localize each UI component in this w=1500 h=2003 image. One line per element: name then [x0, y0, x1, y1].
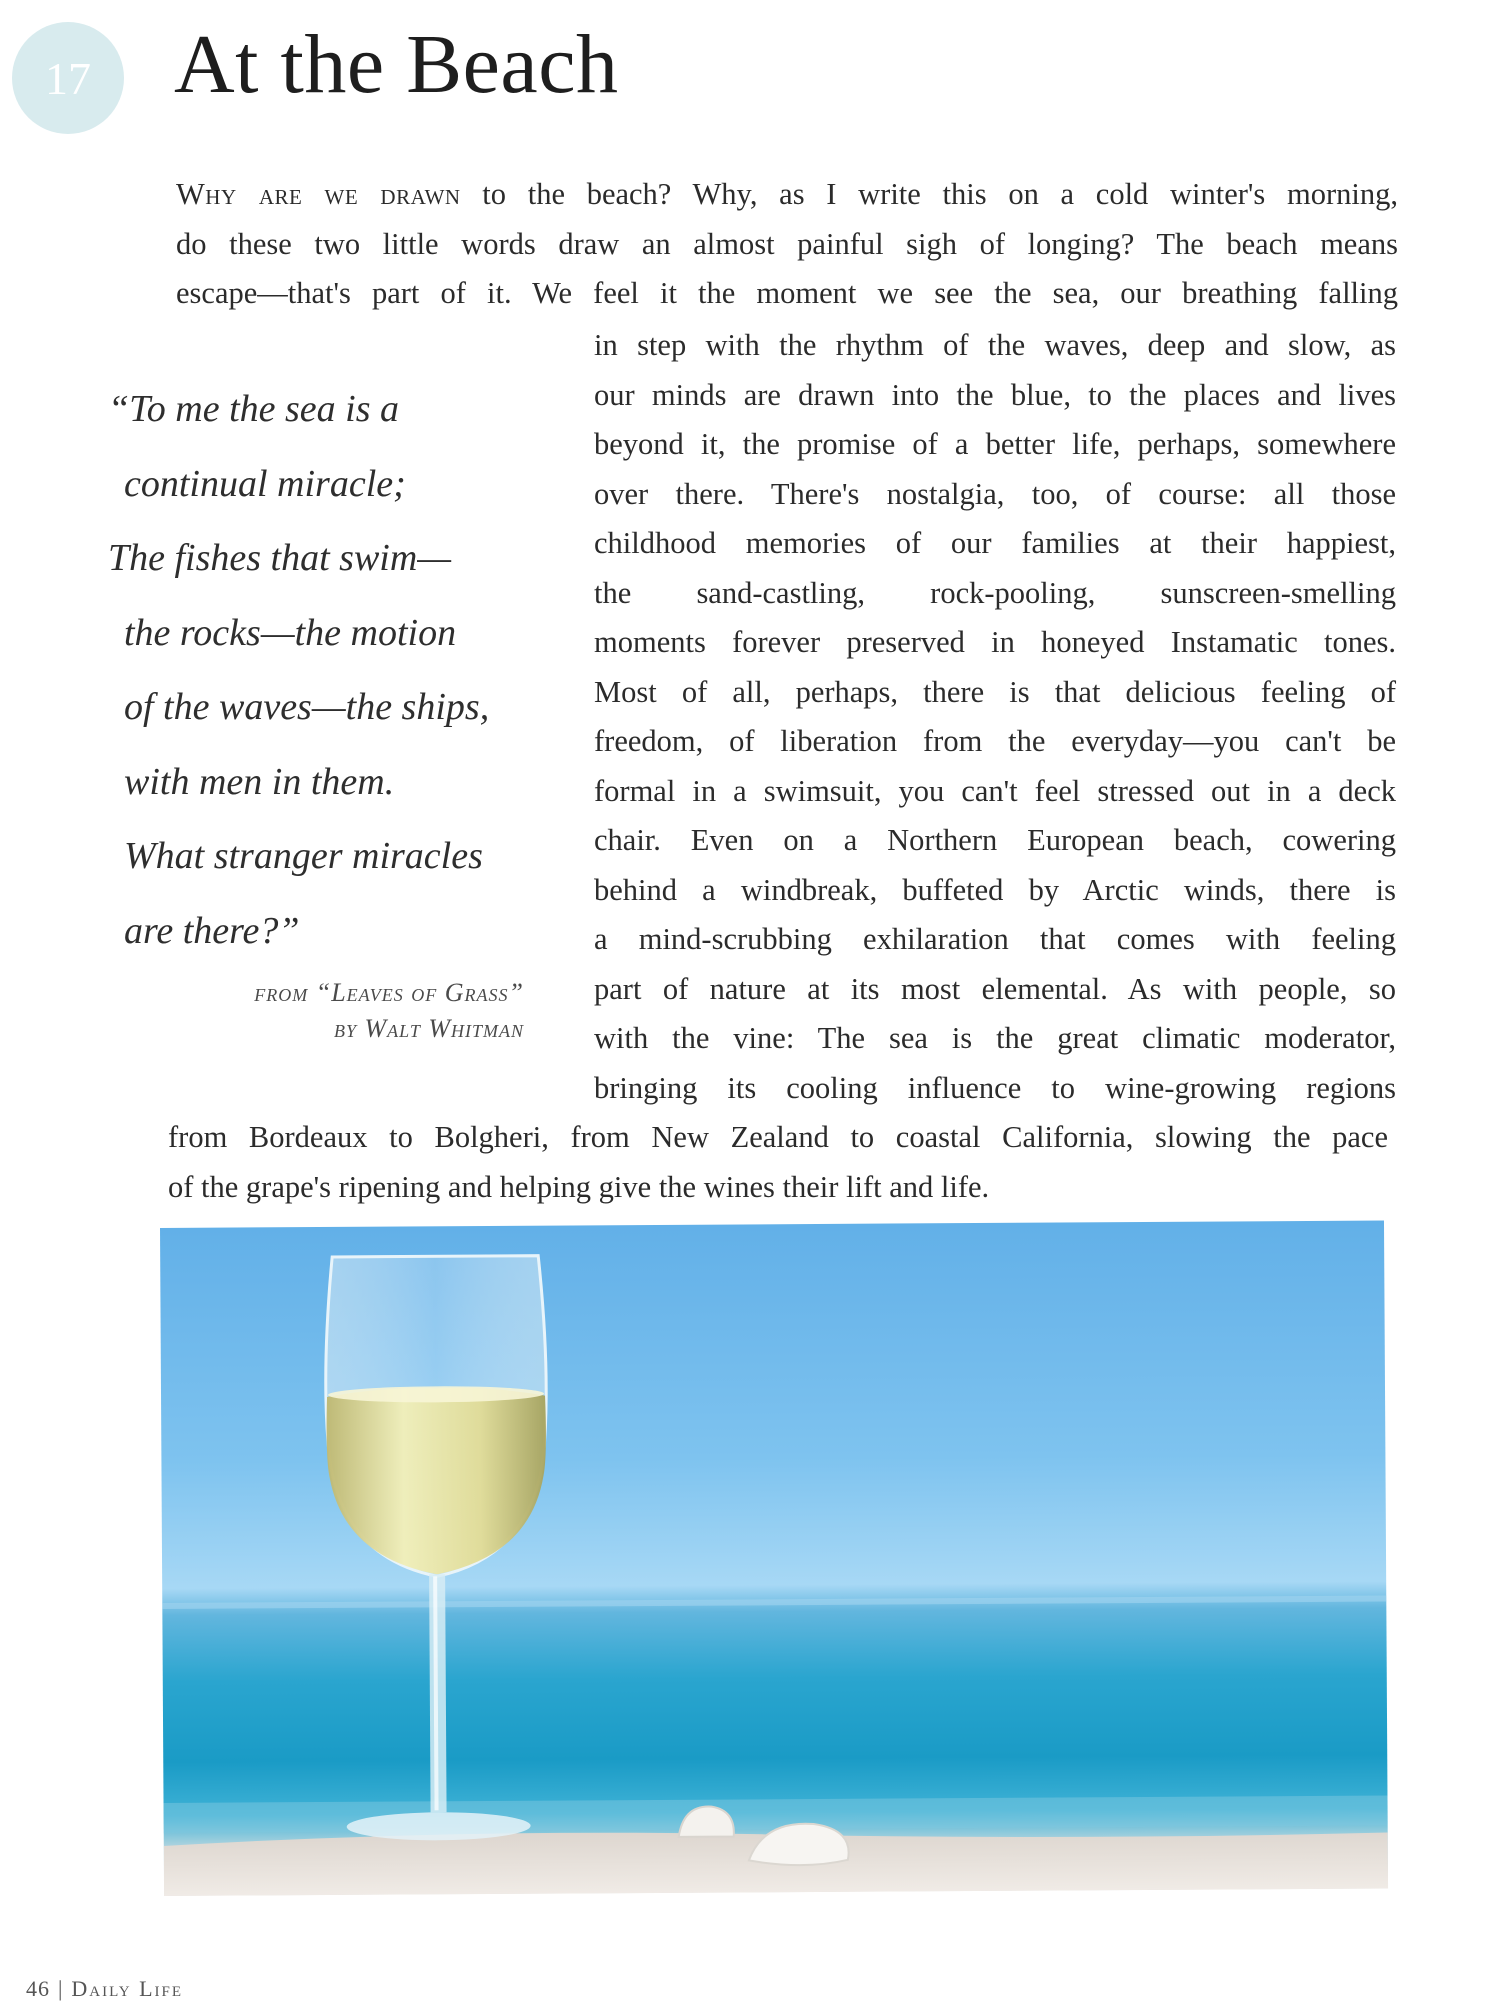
chapter-number: 17	[45, 52, 91, 104]
intro-paragraph	[176, 170, 1398, 319]
body-line: bringing its cooling influence to wine-growing regions	[594, 1070, 1396, 1105]
seashell-large	[749, 1823, 849, 1865]
quote-line: the rocks—the motion	[124, 611, 457, 654]
quote-line: with men in them.	[124, 760, 395, 803]
page-footer	[26, 1976, 183, 2002]
quote-line: of the waves—the ships,	[124, 686, 490, 728]
quote-attribution	[254, 975, 524, 1047]
body-line: behind a windbreak, buffeted by Arctic winds, there is	[594, 872, 1396, 907]
horizon-line	[162, 1596, 1386, 1609]
body-line: in step with the rhythm of the waves, deep and slow, as	[594, 328, 1396, 362]
body-line: a mind-scrubbing exhilaration that comes with feeling	[594, 922, 1396, 956]
body-line: freedom, of liberation from the everyday—you can't be	[594, 724, 1396, 758]
lead-in: Why are we drawn	[176, 177, 461, 211]
attribution-source: from “Leaves of Grass”	[254, 978, 524, 1007]
quote-line: The fishes that swim—	[108, 537, 452, 579]
closing-paragraph	[168, 1113, 1388, 1212]
beach-wine-photo	[160, 1221, 1388, 1896]
body-line: part of nature at its most elemental. As with people, so	[594, 971, 1396, 1006]
intro-line-1: Why are we drawn to the beach? Why, as I write this on a cold winter's morning,	[176, 177, 1398, 211]
page-title: At the Beach	[174, 18, 619, 111]
beach-scene-illustration	[160, 1221, 1388, 1896]
body-line: over there. There's nostalgia, too, of course: all those	[594, 476, 1396, 511]
footer-separator: |	[58, 1976, 64, 2001]
pull-quote	[108, 372, 568, 968]
body-line: with the vine: The sea is the great climatic moderator,	[594, 1021, 1396, 1055]
quote-line: What stranger miracles	[124, 835, 483, 877]
chapter-number-badge	[12, 22, 124, 134]
body-line: formal in a swimsuit, you can't feel stressed out in a deck	[594, 773, 1396, 808]
attribution-author: by Walt Whitman	[334, 1014, 524, 1043]
body-column	[594, 321, 1396, 1113]
intro-line-2: do these two little words draw an almost painful sigh of longing? The beach means	[176, 226, 1398, 261]
closing-line-1: from Bordeaux to Bolgheri, from New Zealand to coastal California, slowing the pace	[168, 1120, 1388, 1154]
quote-line: continual miracle;	[124, 462, 406, 505]
quote-line: “To me the sea is a	[108, 388, 400, 430]
body-line: beyond it, the promise of a better life, perhaps, somewhere	[594, 427, 1396, 461]
body-line: moments forever preserved in honeyed Instamatic tones.	[594, 625, 1396, 659]
closing-line-2: of the grape's ripening and helping give the wines their lift and life.	[168, 1169, 990, 1204]
body-line: childhood memories of our families at their happiest,	[594, 526, 1396, 560]
body-line: chair. Even on a Northern European beach, cowering	[594, 823, 1396, 857]
section-name: Daily Life	[71, 1976, 184, 2001]
quote-line: are there?”	[124, 909, 300, 952]
page-number: 46	[26, 1976, 50, 2001]
white-wine	[326, 1387, 546, 1575]
intro-line-3: escape—that's part of it. We feel it the moment we see the sea, our breathing falling	[176, 276, 1398, 310]
body-line: Most of all, perhaps, there is that delicious feeling of	[594, 674, 1396, 709]
body-line: the sand-castling, rock-pooling, sunscreen-smelling	[594, 575, 1396, 610]
body-line: our minds are drawn into the blue, to the places and lives	[594, 377, 1396, 412]
